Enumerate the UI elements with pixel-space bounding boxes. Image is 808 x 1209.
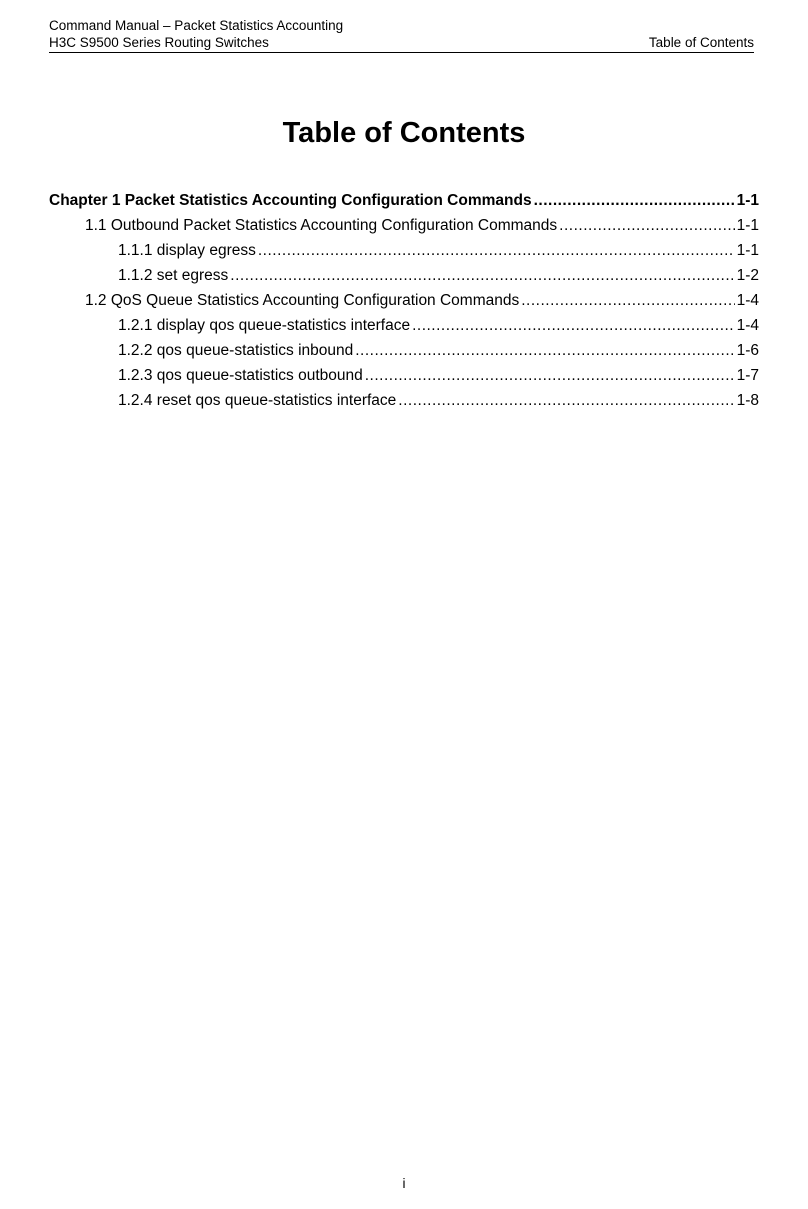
page-number: i — [402, 1176, 406, 1191]
section-name: Table of Contents — [648, 35, 754, 50]
toc-entry-page: 1-1 — [736, 217, 759, 234]
toc-entry-1-1[interactable] — [85, 213, 759, 238]
dot-leader — [521, 288, 734, 313]
toc-entry-1-2-3[interactable] — [118, 363, 759, 388]
toc-entry-label: Chapter 1 Packet Statistics Accounting Configuration Commands — [49, 192, 532, 209]
toc-entry-label: 1.2.2 qos queue-statistics inbound — [118, 342, 354, 359]
dot-leader — [398, 388, 734, 413]
product-name: H3C S9500 Series Routing Switches — [49, 35, 269, 50]
dot-leader — [258, 238, 735, 263]
toc-entry-label: 1.1 Outbound Packet Statistics Accounting Configuration Commands — [85, 217, 558, 234]
toc-entry-chapter-1[interactable] — [49, 188, 759, 213]
manual-title: Command Manual – Packet Statistics Accounting — [49, 18, 344, 33]
toc-entry-page: 1-6 — [736, 342, 759, 359]
toc-entry-page: 1-7 — [736, 367, 759, 384]
toc-entry-1-2-1[interactable] — [118, 313, 759, 338]
toc-entry-label: 1.2 QoS Queue Statistics Accounting Configuration Commands — [85, 292, 520, 309]
toc-entry-label: 1.1.2 set egress — [118, 267, 229, 284]
toc-entry-page: 1-8 — [736, 392, 759, 409]
toc-entry-label: 1.1.1 display egress — [118, 242, 256, 259]
toc-entry-page: 1-1 — [736, 242, 759, 259]
toc-entry-1-2-2[interactable] — [118, 338, 759, 363]
page-header — [49, 16, 754, 53]
toc-entry-label: 1.2.4 reset qos queue-statistics interface — [118, 392, 397, 409]
toc-entry-page: 1-4 — [736, 292, 759, 309]
toc-entry-1-1-1[interactable] — [118, 238, 759, 263]
toc-entry-page: 1-1 — [736, 192, 759, 209]
toc-entry-page: 1-4 — [736, 317, 759, 334]
toc-entry-1-2-4[interactable] — [118, 388, 759, 413]
page-title: Table of Contents — [282, 117, 526, 149]
toc-entry-1-1-2[interactable] — [118, 263, 759, 288]
dot-leader — [365, 363, 735, 388]
toc-entry-1-2[interactable] — [85, 288, 759, 313]
toc-entry-label: 1.2.1 display qos queue-statistics interface — [118, 317, 411, 334]
toc-entry-label: 1.2.3 qos queue-statistics outbound — [118, 367, 363, 384]
dot-leader — [355, 338, 734, 363]
dot-leader — [412, 313, 735, 338]
dot-leader — [230, 263, 734, 288]
dot-leader — [534, 188, 735, 213]
toc-entry-page: 1-2 — [736, 267, 759, 284]
dot-leader — [559, 213, 734, 238]
